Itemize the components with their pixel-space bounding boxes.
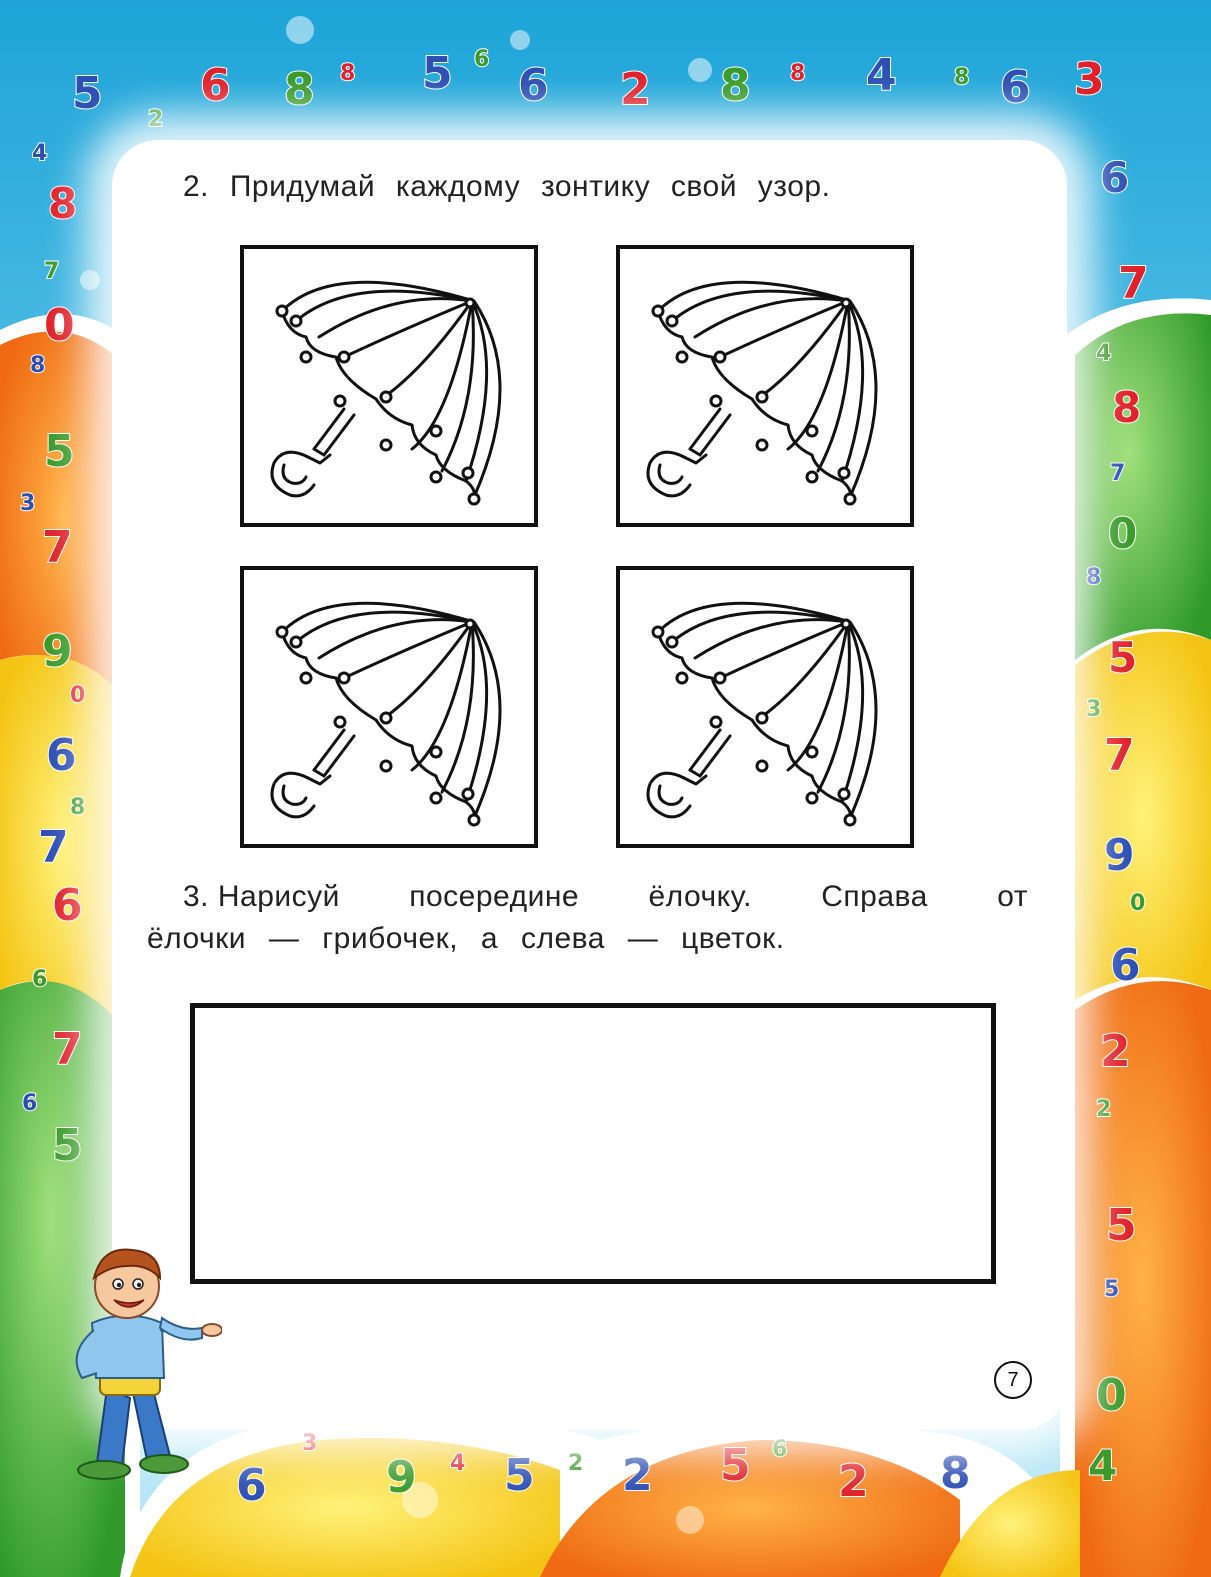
- decorative-digit: 0: [70, 683, 86, 708]
- decorative-digit: 6: [236, 1460, 267, 1511]
- decorative-digit: 7: [1118, 258, 1149, 309]
- decorative-digit: 6: [772, 1437, 788, 1462]
- decorative-digit: 2: [1100, 1026, 1131, 1077]
- task-3-word: посередине: [409, 880, 580, 913]
- decorative-digit: 6: [1100, 153, 1130, 202]
- decorative-digit: 6: [22, 1091, 38, 1116]
- decorative-digit: 5: [504, 1450, 535, 1501]
- decorative-digit: 8: [1112, 383, 1142, 432]
- umbrella-icon: [620, 570, 910, 844]
- decorative-digit: 8: [1086, 565, 1102, 590]
- decorative-digit: 4: [32, 141, 48, 166]
- umbrella-card-1: [240, 245, 538, 527]
- decorative-digit: 6: [1110, 940, 1141, 991]
- task-3-word: от: [997, 880, 1028, 913]
- decorative-digit: 3: [1086, 697, 1102, 722]
- decorative-digit: 3: [20, 491, 36, 516]
- decorative-digit: 8: [30, 353, 46, 378]
- decorative-digit: 5: [72, 68, 103, 119]
- decorative-digit: 7: [1104, 730, 1135, 781]
- decorative-digit: 0: [44, 300, 75, 351]
- decorative-digit: 8: [70, 795, 86, 820]
- umbrella-card-4: [616, 566, 914, 848]
- decorative-digit: 6: [52, 880, 83, 931]
- page-number: 7: [994, 1361, 1032, 1399]
- decorative-digit: 2: [148, 107, 164, 132]
- umbrella-icon: [244, 249, 534, 523]
- decorative-digit: 5: [44, 426, 75, 477]
- decorative-digit: 6: [1000, 62, 1031, 113]
- decorative-digit: 4: [450, 1451, 466, 1476]
- decorative-digit: 7: [52, 1024, 83, 1075]
- umbrella-icon: [620, 249, 910, 523]
- decorative-digit: 5: [720, 1440, 751, 1491]
- decorative-digit: 9: [42, 626, 73, 677]
- decorative-digit: 8: [954, 65, 970, 90]
- task-3-instruction-line-2: ёлочки — грибочек, а слева — цветок.: [147, 922, 785, 955]
- decorative-digit: 8: [790, 61, 806, 86]
- decorative-digit: 6: [46, 730, 77, 781]
- decorative-digit: 4: [866, 50, 897, 101]
- decorative-digit: 3: [1074, 54, 1105, 105]
- decorative-digit: 7: [44, 259, 60, 284]
- decorative-digit: 8: [940, 1448, 971, 1499]
- decorative-digit: 6: [200, 60, 231, 111]
- task-3-word: 3. Нарисуй: [183, 880, 340, 913]
- umbrella-card-2: [616, 245, 914, 527]
- decorative-digit: 6: [518, 60, 549, 111]
- decorative-digit: 0: [1108, 509, 1138, 558]
- decorative-digit: 5: [1106, 1200, 1137, 1251]
- decorative-digit: 6: [32, 967, 48, 992]
- decorative-digit: 5: [1108, 633, 1138, 682]
- decorative-digit: 5: [1104, 1277, 1120, 1302]
- decorative-digit: 0: [1130, 891, 1146, 916]
- decorative-digit: 4: [1096, 341, 1112, 366]
- task-2-instruction: 2. Придумай каждому зонтику свой узор.: [183, 170, 831, 203]
- decorative-digit: 3: [302, 1431, 318, 1456]
- decorative-digit: 2: [622, 1450, 653, 1501]
- decorative-digit: 8: [340, 61, 356, 86]
- umbrella-card-3: [240, 566, 538, 848]
- decorative-digit: 8: [284, 64, 315, 115]
- decorative-digit: 2: [838, 1456, 869, 1507]
- decorative-digit: 6: [474, 47, 490, 72]
- decorative-digit: 8: [48, 179, 78, 228]
- decorative-digit: 4: [1088, 1441, 1118, 1490]
- decorative-digit: 9: [1104, 830, 1135, 881]
- decorative-digit: 2: [1096, 1097, 1112, 1122]
- decorative-digit: 7: [38, 822, 69, 873]
- decorative-digit: 0: [1096, 1370, 1127, 1421]
- task-3-word: Справа: [821, 880, 928, 913]
- decorative-digit: 2: [568, 1451, 584, 1476]
- decorative-digit: 8: [720, 60, 751, 111]
- drawing-area[interactable]: [190, 1003, 996, 1284]
- boy-character-illustration: [52, 1238, 222, 1488]
- decorative-digit: 5: [422, 48, 453, 99]
- umbrella-icon: [244, 570, 534, 844]
- decorative-digit: 7: [42, 522, 73, 573]
- task-3-instruction-line-1: [183, 880, 1028, 914]
- decorative-digit: 2: [620, 64, 651, 115]
- decorative-digit: 9: [386, 1452, 417, 1503]
- task-3-word: ёлочку.: [648, 880, 752, 913]
- decorative-digit: 7: [1110, 461, 1126, 486]
- decorative-digit: 5: [52, 1120, 83, 1171]
